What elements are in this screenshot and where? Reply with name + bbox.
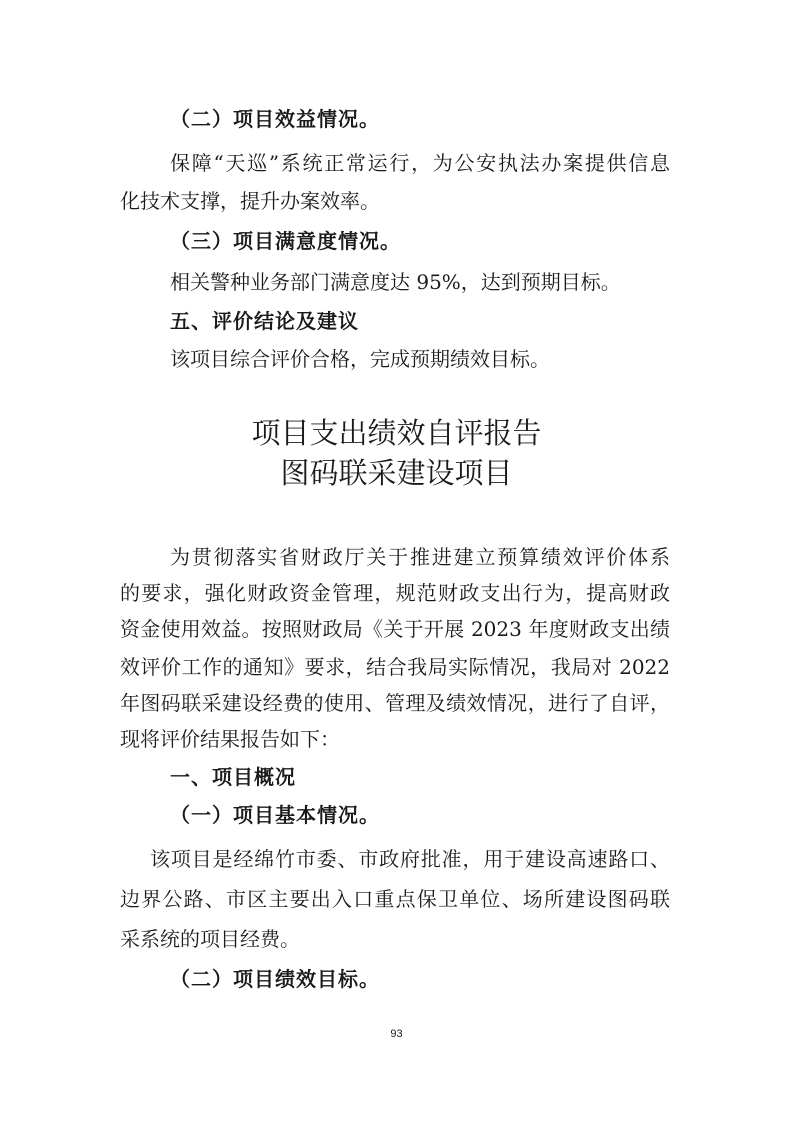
intro-line: 资金使用效益。按照财政局《关于开展 2023 年度财政支出绩 <box>120 617 670 641</box>
heading-conclusion: 五、评价结论及建议 <box>170 309 359 333</box>
benefit-text-line: 化技术支撑，提升办案效率。 <box>120 189 380 213</box>
intro-line: 的要求，强化财政资金管理，规范财政支出行为，提高财政 <box>120 581 670 605</box>
report-title: 项目支出绩效自评报告 <box>251 416 542 450</box>
heading-project-benefit: （二）项目效益情况。 <box>170 107 380 131</box>
basic-info-line: 该项目是经绵竹市委、市政府批准，用于建设高速路口、 <box>150 847 670 871</box>
heading-project-basic-info: （一）项目基本情况。 <box>170 803 380 827</box>
heading-project-satisfaction: （三）项目满意度情况。 <box>170 229 401 253</box>
satisfaction-text: 相关警种业务部门满意度达 95%，达到预期目标。 <box>170 270 621 294</box>
intro-line: 年图码联采建设经费的使用、管理及绩效情况，进行了自评， <box>120 691 670 715</box>
conclusion-text: 该项目综合评价合格，完成预期绩效目标。 <box>170 347 550 371</box>
heading-project-overview: 一、项目概况 <box>170 765 296 789</box>
page-number: 93 <box>390 1028 403 1040</box>
basic-info-line: 采系统的项目经费。 <box>120 927 300 951</box>
heading-performance-goal: （二）项目绩效目标。 <box>170 967 380 991</box>
report-subtitle: 图码联采建设项目 <box>280 456 513 490</box>
intro-line: 为贯彻落实省财政厅关于推进建立预算绩效评价体系 <box>170 545 670 569</box>
benefit-text-line: 保障“天巡”系统正常运行，为公安执法办案提供信息 <box>170 151 670 175</box>
basic-info-line: 边界公路、市区主要出入口重点保卫单位、场所建设图码联 <box>120 887 670 911</box>
intro-line: 效评价工作的通知》要求，结合我局实际情况，我局对 2022 <box>120 655 670 679</box>
intro-line: 现将评价结果报告如下： <box>120 727 340 751</box>
